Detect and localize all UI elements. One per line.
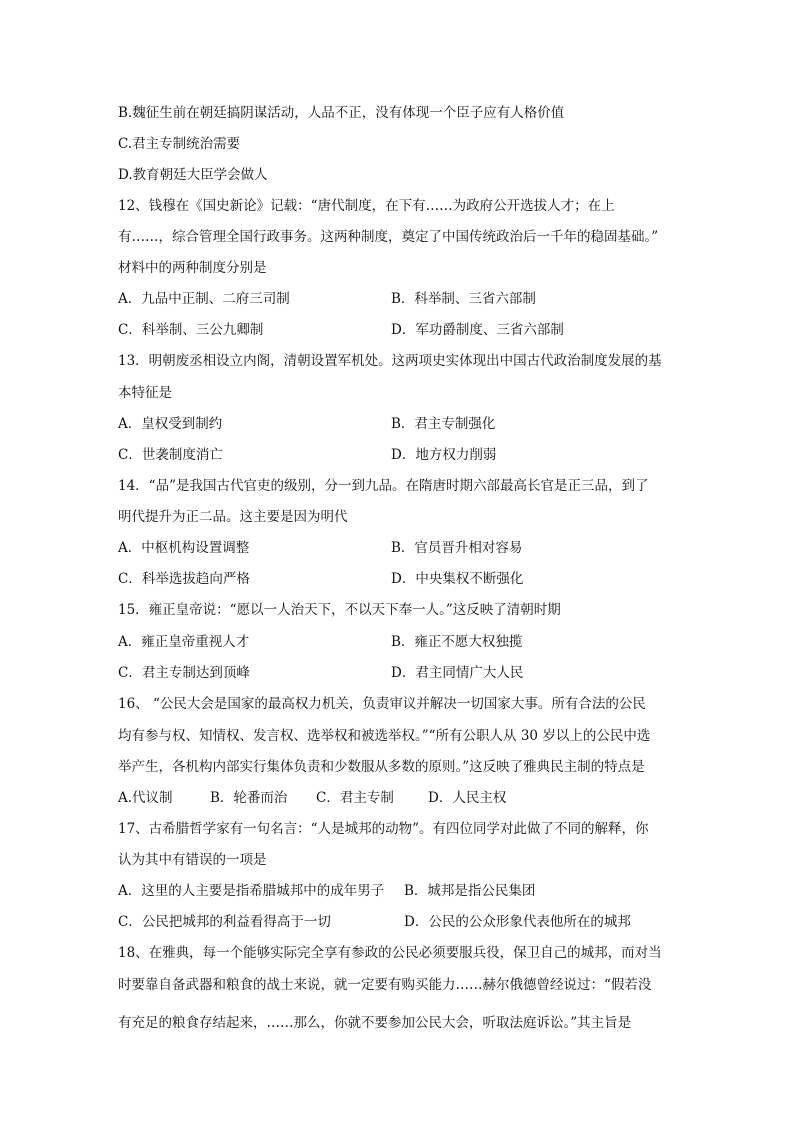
q13-option-d: D．地方权力削弱 <box>391 447 497 463</box>
q12-option-a: A．九品中正制、二府三司制 <box>118 291 290 307</box>
option-b-prev: B.魏征生前在朝廷搞阴谋活动，人品不正，没有体现一个臣子应有人格价值 <box>118 105 565 121</box>
q16-option-c: C．君主专制 <box>316 790 394 806</box>
question-12-line-2: 有……，综合管理全国行政事务。这两种制度，奠定了中国传统政治后一千年的稳固基础。” <box>118 229 659 245</box>
question-14-line-1: 14．“品”是我国古代官吏的级别，分一到九品。在隋唐时期六部最高长官是正三品，到了 <box>118 478 649 494</box>
question-13-line-1: 13．明朝废丞相设立内阁，清朝设置军机处。这两项史实体现出中国古代政治制度发展的基 <box>118 353 662 369</box>
q16-option-a: A.代议制 <box>118 790 173 806</box>
q13-option-c: C．世袭制度消亡 <box>118 447 223 463</box>
q14-option-c: C．科举选拔趋向严格 <box>118 571 250 587</box>
question-18-line-3: 有充足的粮食存结起来，……那么，你就不要参加公民大会，听取法庭诉讼。”其主旨是 <box>118 1015 632 1031</box>
q12-option-c: C．科举制、三公九卿制 <box>118 322 264 338</box>
q12-option-d: D．军功爵制度、三省六部制 <box>391 322 564 338</box>
question-18-line-2: 时要靠自备武器和粮食的战士来说，就一定要有购买能力……赫尔俄德曾经说过：“假若没 <box>118 977 652 993</box>
q15-option-b: B．雍正不愿大权独揽 <box>391 634 523 650</box>
question-15-line-1: 15．雍正皇帝说：“愿以一人治天下，不以天下奉一人。”这反映了清朝时期 <box>118 602 561 618</box>
q14-option-b: B．官员晋升相对容易 <box>391 540 523 556</box>
q17-option-c: C．公民把城邦的利益看得高于一切 <box>118 914 331 930</box>
q17-option-a: A．这里的人主要是指希腊城邦中的成年男子 <box>118 883 385 899</box>
question-16-line-2: 均有参与权、知情权、发言权、选举权和被选举权。”“所有公职人从 30 岁以上的公民中选 <box>118 728 651 744</box>
q17-option-d: D．公民的公众形象代表他所在的城邦 <box>404 914 631 930</box>
q16-option-b: B．轮番而治 <box>210 790 288 806</box>
question-14-line-2: 明代提升为正二品。这主要是因为明代 <box>118 509 348 525</box>
q15-option-c: C．君主专制达到顶峰 <box>118 665 250 681</box>
q13-option-a: A．皇权受到制约 <box>118 416 223 432</box>
question-18-line-1: 18、在雅典，每一个能够实际完全享有参政的公民必须要服兵役，保卫自己的城邦，而对当 <box>118 945 662 961</box>
question-12-line-1: 12、钱穆在《国史新论》记载：“唐代制度，在下有……为政府公开选拔人才；在上 <box>118 198 615 214</box>
option-d-prev: D.教育朝廷大臣学会做人 <box>118 167 268 183</box>
q17-option-b: B．城邦是指公民集团 <box>404 883 536 899</box>
option-c-prev: C.君主专制统治需要 <box>118 136 241 152</box>
question-13-line-2: 本特征是 <box>118 385 172 401</box>
q16-option-d: D．人民主权 <box>428 790 507 806</box>
q15-option-a: A．雍正皇帝重视人才 <box>118 634 250 650</box>
question-16-line-1: 16、 “公民大会是国家的最高权力机关，负责审议并解决一切国家大事。所有合法的公民 <box>118 696 646 712</box>
q14-option-d: D．中央集权不断强化 <box>391 571 524 587</box>
question-17-line-2: 认为其中有错误的一项是 <box>118 852 267 868</box>
question-16-line-3: 举产生，各机构内部实行集体负责和少数服从多数的原则。”这反映了雅典民主制的特点是 <box>118 759 645 775</box>
q12-option-b: B．科举制、三省六部制 <box>391 291 536 307</box>
q15-option-d: D．君主同情广大人民 <box>391 665 524 681</box>
question-17-line-1: 17、古希腊哲学家有一句名言：“人是城邦的动物”。有四位同学对此做了不同的解释，你 <box>118 821 649 837</box>
question-12-line-3: 材料中的两种制度分别是 <box>118 260 267 276</box>
q14-option-a: A．中枢机构设置调整 <box>118 540 250 556</box>
q13-option-b: B．君主专制强化 <box>391 416 496 432</box>
